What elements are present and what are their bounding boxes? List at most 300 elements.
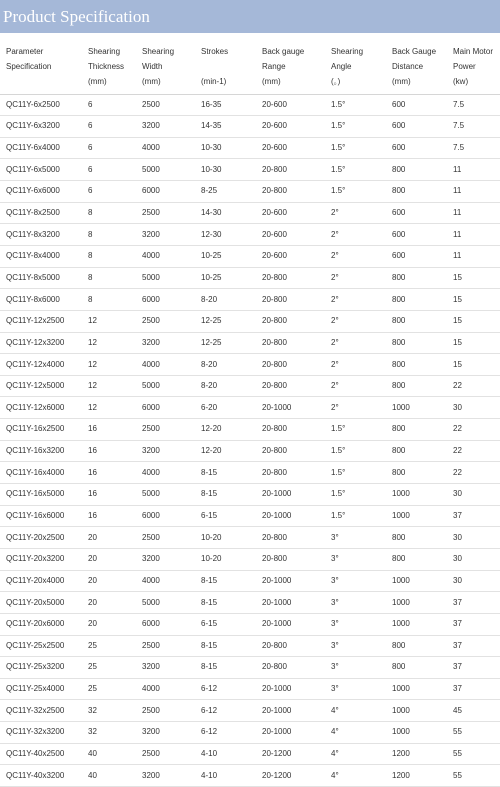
table-cell: 4000 [136,245,195,267]
table-cell: 22 [447,462,500,484]
table-cell: 8-25 [195,181,256,203]
table-cell: 8-20 [195,375,256,397]
table-cell: 15 [447,354,500,376]
table-cell: 6-20 [195,397,256,419]
table-cell: 20-800 [256,354,325,376]
table-cell: 20 [82,570,136,592]
table-cell: 20 [82,613,136,635]
table-cell: 10-20 [195,527,256,549]
column-header-line: Strokes [201,47,229,56]
table-cell: 1000 [386,484,447,506]
table-cell: 3° [325,527,386,549]
table-cell: 20-800 [256,181,325,203]
column-header [82,33,136,94]
table-row [0,462,500,484]
table-cell: 800 [386,310,447,332]
table-cell: 11 [447,202,500,224]
table-cell: 20-1000 [256,722,325,744]
table-cell: 20-600 [256,137,325,159]
table-cell: 800 [386,375,447,397]
table-cell: 8-15 [195,462,256,484]
table-cell: 8 [82,202,136,224]
table-cell: 20-600 [256,245,325,267]
column-header-line: (mm) [88,77,107,86]
table-cell: 20 [82,527,136,549]
table-cell: 3° [325,657,386,679]
table-cell: QC11Y-40x3200 [0,765,82,787]
table-cell: 6 [82,94,136,116]
table-cell: QC11Y-12x6000 [0,397,82,419]
table-cell: QC11Y-16x6000 [0,505,82,527]
table-row [0,419,500,441]
table-cell: 3° [325,613,386,635]
table-cell: 20-1000 [256,613,325,635]
table-cell: 12 [82,332,136,354]
table-cell: 20-800 [256,375,325,397]
table-cell: 15 [447,289,500,311]
table-cell: 7.5 [447,94,500,116]
table-cell: 3200 [136,548,195,570]
table-cell: 3200 [136,332,195,354]
table-row [0,700,500,722]
table-row [0,592,500,614]
column-header-line: Distance [392,62,424,71]
spec-table [0,33,500,787]
table-cell: 10-25 [195,267,256,289]
table-cell: QC11Y-32x2500 [0,700,82,722]
table-cell: 800 [386,267,447,289]
table-cell: 2° [325,224,386,246]
table-cell: 600 [386,245,447,267]
table-cell: 5000 [136,267,195,289]
table-cell: 1000 [386,397,447,419]
table-cell: 5000 [136,592,195,614]
table-cell: 14-30 [195,202,256,224]
table-cell: 15 [447,267,500,289]
table-cell: 8 [82,245,136,267]
table-cell: 22 [447,419,500,441]
table-row [0,289,500,311]
table-cell: 3200 [136,116,195,138]
table-row [0,397,500,419]
table-cell: 20-800 [256,635,325,657]
table-cell: 1.5° [325,137,386,159]
table-cell: QC11Y-25x3200 [0,657,82,679]
table-cell: 6000 [136,289,195,311]
table-cell: 1.5° [325,462,386,484]
table-cell: QC11Y-20x4000 [0,570,82,592]
table-cell: 1000 [386,592,447,614]
table-cell: 800 [386,548,447,570]
table-cell: 2° [325,354,386,376]
table-cell: 6000 [136,613,195,635]
table-cell: 20 [82,592,136,614]
table-cell: 20 [82,548,136,570]
table-cell: 55 [447,722,500,744]
table-cell: 6-12 [195,678,256,700]
table-cell: 4000 [136,570,195,592]
table-row [0,267,500,289]
table-cell: 8-15 [195,570,256,592]
table-cell: 16 [82,440,136,462]
table-row [0,548,500,570]
column-header-line: Shearing [142,47,175,56]
table-cell: 2500 [136,635,195,657]
table-cell: 800 [386,527,447,549]
table-cell: 800 [386,354,447,376]
table-cell: QC11Y-16x3200 [0,440,82,462]
table-row [0,354,500,376]
column-header [136,33,195,94]
table-cell: QC11Y-6x6000 [0,181,82,203]
table-cell: 6000 [136,397,195,419]
table-cell: QC11Y-8x3200 [0,224,82,246]
table-cell: 1.5° [325,116,386,138]
table-cell: 800 [386,462,447,484]
table-cell: QC11Y-12x2500 [0,310,82,332]
table-cell: 20-600 [256,116,325,138]
table-cell: 6-12 [195,722,256,744]
table-cell: 16-35 [195,94,256,116]
table-row [0,657,500,679]
column-header-line: Width [142,62,163,71]
column-header-line: Parameter [6,47,44,56]
table-cell: QC11Y-32x3200 [0,722,82,744]
table-cell: 800 [386,159,447,181]
table-cell: 12-30 [195,224,256,246]
table-row [0,570,500,592]
table-cell: 2500 [136,202,195,224]
table-cell: 37 [447,678,500,700]
table-cell: 2° [325,332,386,354]
table-row [0,484,500,506]
table-cell: 32 [82,722,136,744]
table-row [0,678,500,700]
table-cell: 16 [82,419,136,441]
table-cell: 4000 [136,137,195,159]
table-row [0,375,500,397]
table-cell: 12-25 [195,310,256,332]
table-cell: QC11Y-40x2500 [0,743,82,765]
table-row [0,310,500,332]
table-cell: 4000 [136,462,195,484]
table-cell: 45 [447,700,500,722]
table-cell: 1000 [386,505,447,527]
table-cell: QC11Y-8x4000 [0,245,82,267]
table-cell: 1.5° [325,94,386,116]
table-cell: 25 [82,635,136,657]
table-cell: 2° [325,202,386,224]
table-cell: 3200 [136,765,195,787]
table-cell: 12 [82,310,136,332]
table-cell: QC11Y-20x3200 [0,548,82,570]
column-header-line: Shearing [331,47,364,56]
table-cell: 3° [325,570,386,592]
table-row [0,159,500,181]
table-cell: 2500 [136,310,195,332]
table-cell: 11 [447,245,500,267]
table-cell: 20-800 [256,289,325,311]
column-header-line: Specification [6,62,52,71]
table-cell: 20-1000 [256,700,325,722]
table-cell: 20-800 [256,310,325,332]
table-cell: 4-10 [195,743,256,765]
column-header [325,33,386,94]
column-header-line: (mm) [262,77,281,86]
table-cell: 1200 [386,743,447,765]
table-cell: 8 [82,224,136,246]
table-cell: 1.5° [325,419,386,441]
table-cell: 55 [447,765,500,787]
table-cell: 4° [325,765,386,787]
table-cell: 11 [447,224,500,246]
table-cell: 5000 [136,159,195,181]
table-cell: 8-15 [195,592,256,614]
table-cell: QC11Y-20x5000 [0,592,82,614]
table-cell: 1.5° [325,159,386,181]
table-cell: 8 [82,289,136,311]
table-cell: 8-15 [195,635,256,657]
table-cell: 3° [325,635,386,657]
table-cell: 600 [386,224,447,246]
column-header-line: Main Motor [453,47,494,56]
column-header-line: Range [262,62,286,71]
table-cell: 800 [386,657,447,679]
table-row [0,527,500,549]
table-cell: QC11Y-16x4000 [0,462,82,484]
table-cell: 20-1000 [256,570,325,592]
table-row [0,613,500,635]
table-cell: 20-800 [256,332,325,354]
table-row [0,116,500,138]
table-cell: 3° [325,592,386,614]
table-cell: 6 [82,116,136,138]
column-header-line: (。) [331,77,341,86]
table-cell: 30 [447,397,500,419]
table-cell: 3200 [136,224,195,246]
table-cell: 8-15 [195,657,256,679]
column-header-line: (mm) [392,77,411,86]
table-cell: 4000 [136,354,195,376]
table-cell: 20-1000 [256,592,325,614]
table-cell: QC11Y-6x5000 [0,159,82,181]
table-cell: 10-30 [195,159,256,181]
table-cell: 30 [447,548,500,570]
table-cell: 37 [447,613,500,635]
table-cell: 6000 [136,505,195,527]
table-cell: 30 [447,484,500,506]
column-header-line: Back Gauge [392,47,437,56]
table-cell: 2° [325,310,386,332]
table-cell: QC11Y-12x5000 [0,375,82,397]
column-header-line [201,59,256,74]
table-cell: 2° [325,397,386,419]
table-cell: 1000 [386,678,447,700]
table-cell: 20-600 [256,202,325,224]
table-cell: QC11Y-20x2500 [0,527,82,549]
table-cell: QC11Y-6x4000 [0,137,82,159]
table-cell: 20-1200 [256,765,325,787]
table-row [0,137,500,159]
table-row [0,505,500,527]
table-cell: QC11Y-12x3200 [0,332,82,354]
table-cell: 40 [82,743,136,765]
table-cell: 1000 [386,700,447,722]
column-header-line: (kw) [453,77,469,86]
table-cell: 4-10 [195,765,256,787]
table-cell: 4000 [136,678,195,700]
table-cell: 30 [447,527,500,549]
table-cell: 20-1000 [256,484,325,506]
column-header [195,33,256,94]
column-header-line: Back gauge [262,47,305,56]
table-cell: 37 [447,657,500,679]
table-cell: 37 [447,592,500,614]
table-cell: QC11Y-25x2500 [0,635,82,657]
table-cell: 20-1000 [256,505,325,527]
table-cell: 37 [447,505,500,527]
table-cell: 3200 [136,657,195,679]
table-cell: 2500 [136,94,195,116]
table-cell: 12-25 [195,332,256,354]
page-title: Product Specification [0,0,500,33]
table-cell: 16 [82,462,136,484]
table-cell: 4° [325,722,386,744]
table-cell: 2500 [136,700,195,722]
table-cell: 12-20 [195,419,256,441]
table-cell: 32 [82,700,136,722]
table-cell: QC11Y-16x2500 [0,419,82,441]
table-cell: 6-12 [195,700,256,722]
table-row [0,743,500,765]
table-cell: 2500 [136,743,195,765]
table-row [0,224,500,246]
spec-table-header [0,33,500,94]
table-cell: 1000 [386,570,447,592]
table-cell: 600 [386,116,447,138]
table-cell: 20-600 [256,94,325,116]
column-header-line: Power [453,62,476,71]
column-header-line: Shearing [88,47,121,56]
table-cell: 6-15 [195,505,256,527]
table-cell: 1.5° [325,484,386,506]
table-cell: 4° [325,743,386,765]
table-cell: 30 [447,570,500,592]
table-row [0,245,500,267]
table-cell: QC11Y-12x4000 [0,354,82,376]
table-row [0,94,500,116]
table-cell: 12 [82,375,136,397]
table-cell: 3200 [136,722,195,744]
column-header-line: (mm) [142,77,161,86]
table-cell: 7.5 [447,137,500,159]
table-cell: 1200 [386,765,447,787]
table-cell: 16 [82,505,136,527]
table-cell: 20-800 [256,548,325,570]
column-header [256,33,325,94]
table-cell: 3° [325,678,386,700]
table-cell: 800 [386,289,447,311]
table-cell: 16 [82,484,136,506]
table-cell: 2500 [136,419,195,441]
table-cell: 2500 [136,527,195,549]
table-cell: 20-800 [256,440,325,462]
table-cell: 8-20 [195,289,256,311]
table-cell: 20-800 [256,462,325,484]
table-cell: 20-1000 [256,397,325,419]
table-cell: 8-15 [195,484,256,506]
table-cell: 20-800 [256,419,325,441]
table-row [0,181,500,203]
table-cell: 12 [82,397,136,419]
table-cell: QC11Y-8x5000 [0,267,82,289]
table-cell: 10-30 [195,137,256,159]
table-cell: 2° [325,267,386,289]
table-cell: QC11Y-16x5000 [0,484,82,506]
header-row [0,33,500,94]
column-header [447,33,500,94]
table-cell: 7.5 [447,116,500,138]
table-cell: QC11Y-8x2500 [0,202,82,224]
table-cell: 2° [325,289,386,311]
table-cell: 22 [447,440,500,462]
table-cell: 6-15 [195,613,256,635]
table-cell: QC11Y-6x2500 [0,94,82,116]
table-cell: 5000 [136,484,195,506]
table-cell: 20-800 [256,159,325,181]
table-cell: 20-1200 [256,743,325,765]
table-cell: 600 [386,202,447,224]
table-cell: 800 [386,419,447,441]
table-cell: 25 [82,657,136,679]
table-cell: QC11Y-6x3200 [0,116,82,138]
table-cell: 8-20 [195,354,256,376]
table-cell: 600 [386,137,447,159]
column-header-line: Angle [331,62,352,71]
table-cell: 11 [447,181,500,203]
table-cell: 1.5° [325,440,386,462]
table-cell: 12 [82,354,136,376]
table-cell: 3200 [136,440,195,462]
table-cell: 6 [82,137,136,159]
table-cell: QC11Y-8x6000 [0,289,82,311]
table-row [0,722,500,744]
column-header [386,33,447,94]
table-cell: 1000 [386,613,447,635]
table-cell: 600 [386,94,447,116]
table-cell: 6 [82,159,136,181]
table-cell: 800 [386,440,447,462]
table-row [0,332,500,354]
table-cell: QC11Y-20x6000 [0,613,82,635]
table-cell: 20-1000 [256,678,325,700]
table-cell: 3° [325,548,386,570]
table-row [0,440,500,462]
table-cell: 1000 [386,722,447,744]
table-cell: 1.5° [325,181,386,203]
table-cell: 40 [82,765,136,787]
table-cell: 20-800 [256,657,325,679]
table-cell: 15 [447,332,500,354]
table-cell: 4° [325,700,386,722]
table-cell: 6 [82,181,136,203]
table-cell: 6000 [136,181,195,203]
table-cell: 1.5° [325,505,386,527]
column-header-line: Thickness [88,62,125,71]
table-row [0,765,500,787]
table-cell: 800 [386,332,447,354]
table-cell: 20-800 [256,527,325,549]
